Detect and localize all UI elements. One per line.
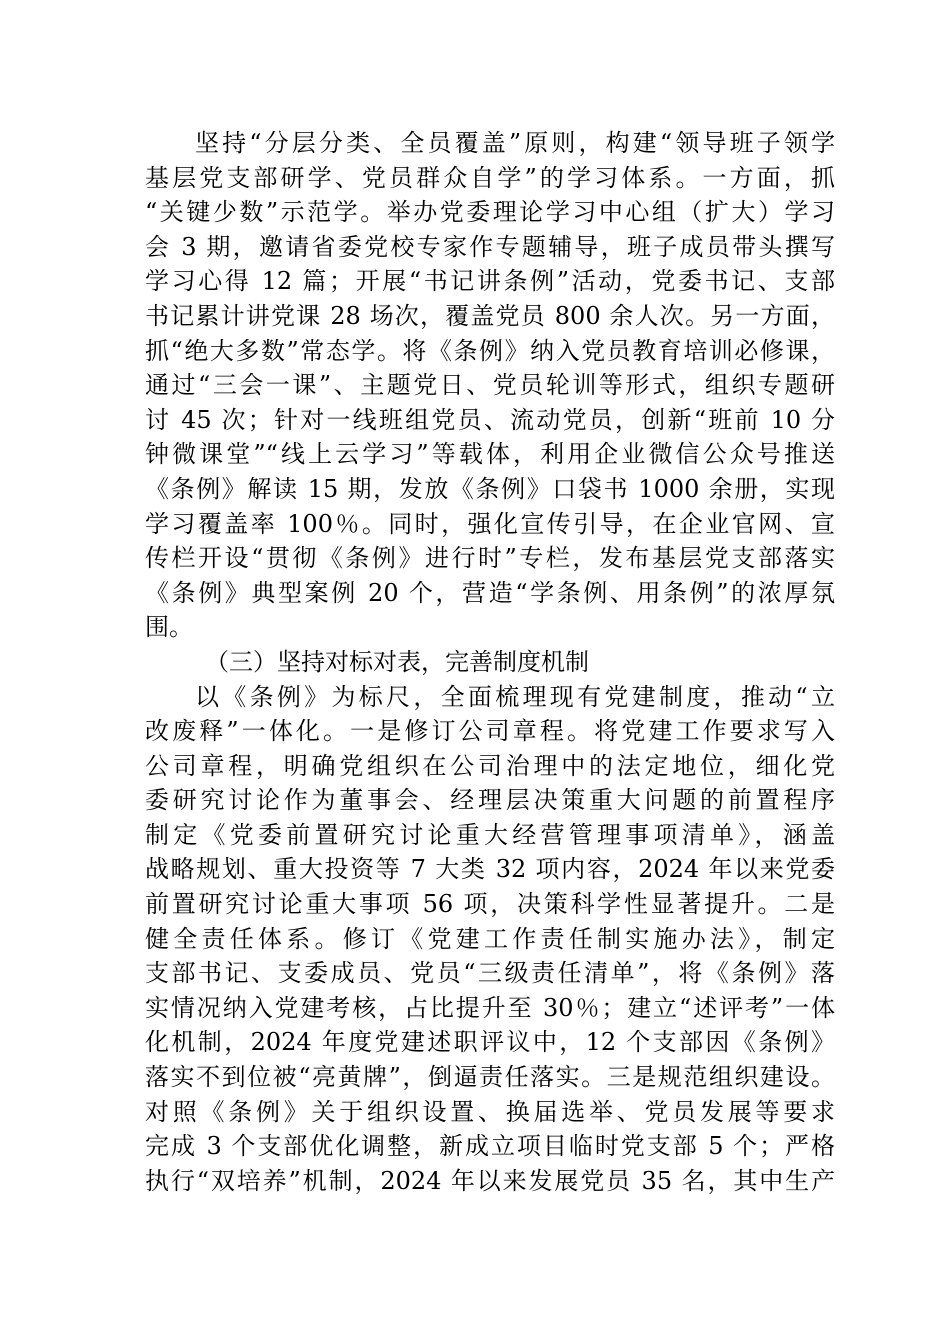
text-line: 传栏开设“贯彻《条例》进行时”专栏，发布基层党支部落实 xyxy=(145,544,835,573)
text-line: 抓“绝大多数”常态学。将《条例》纳入党员教育培训必修课， xyxy=(145,336,835,365)
text-line: 《条例》解读 15 期，发放《条例》口袋书 1000 余册，实现 xyxy=(145,474,835,503)
paragraph-institutional-mechanism xyxy=(145,680,835,1199)
text-line: 学习心得 12 篇；开展“书记讲条例”活动，党委书记、支部 xyxy=(145,267,835,296)
text-line: 完成 3 个支部优化调整，新成立项目临时党支部 5 个；严格 xyxy=(145,1132,835,1161)
text-line: 健全责任体系。修订《党建工作责任制实施办法》，制定 xyxy=(145,924,835,953)
text-line: 执行“双培养”机制，2024 年以来发展党员 35 名，其中生产 xyxy=(145,1166,835,1195)
text-line: 化机制，2024 年度党建述职评议中，12 个支部因《条例》 xyxy=(145,1028,835,1057)
document-body xyxy=(145,126,835,1198)
text-line: 前置研究讨论重大事项 56 项，决策科学性显著提升。二是 xyxy=(145,890,835,919)
text-line: 委研究讨论作为董事会、经理层决策重大问题的前置程序 xyxy=(145,786,835,815)
text-line: 以《条例》为标尺，全面梳理现有党建制度，推动“立 xyxy=(195,682,835,711)
text-line: 实情况纳入党建考核，占比提升至 30％；建立“述评考”一体 xyxy=(145,993,835,1022)
text-line: 讨 45 次；针对一线班组党员、流动党员，创新“班前 10 分 xyxy=(145,405,835,434)
text-line: 钟微课堂”“线上云学习”等载体，利用企业微信公众号推送 xyxy=(145,440,835,469)
text-line: 制定《党委前置研究讨论重大经营管理事项清单》，涵盖 xyxy=(145,820,835,849)
text-line: 改废释”一体化。一是修订公司章程。将党建工作要求写入 xyxy=(145,717,835,746)
text-line: 基层党支部研学、党员群众自学”的学习体系。一方面，抓 xyxy=(145,163,835,192)
text-line: 支部书记、支委成员、党员“三级责任清单”，将《条例》落 xyxy=(145,959,835,988)
text-line: 围。 xyxy=(145,613,193,642)
text-line: “关键少数”示范学。举办党委理论学习中心组（扩大）学习 xyxy=(145,198,835,227)
text-line: 通过“三会一课”、主题党日、党员轮训等形式，组织专题研 xyxy=(145,371,835,400)
text-line: 《条例》典型案例 20 个，营造“学条例、用条例”的浓厚氛 xyxy=(145,578,835,607)
text-line: 对照《条例》关于组织设置、换届选举、党员发展等要求 xyxy=(145,1097,835,1126)
text-line: 学习覆盖率 100％。同时，强化宣传引导，在企业官网、宣 xyxy=(145,509,835,538)
text-line: 战略规划、重大投资等 7 大类 32 项内容，2024 年以来党委 xyxy=(145,855,835,884)
paragraph-study-system xyxy=(145,126,835,645)
section-heading: （三）坚持对标对表，完善制度机制 xyxy=(205,647,589,676)
text-line: 公司章程，明确党组织在公司治理中的法定地位，细化党 xyxy=(145,751,835,780)
text-line: 落实不到位被“亮黄牌”，倒逼责任落实。三是规范组织建设。 xyxy=(145,1063,835,1092)
text-line: 会 3 期，邀请省委党校专家作专题辅导，班子成员带头撰写 xyxy=(145,232,835,261)
text-line: 坚持“分层分类、全员覆盖”原则，构建“领导班子领学 xyxy=(195,129,835,157)
text-line: 书记累计讲党课 28 场次，覆盖党员 800 余人次。另一方面， xyxy=(145,301,835,330)
